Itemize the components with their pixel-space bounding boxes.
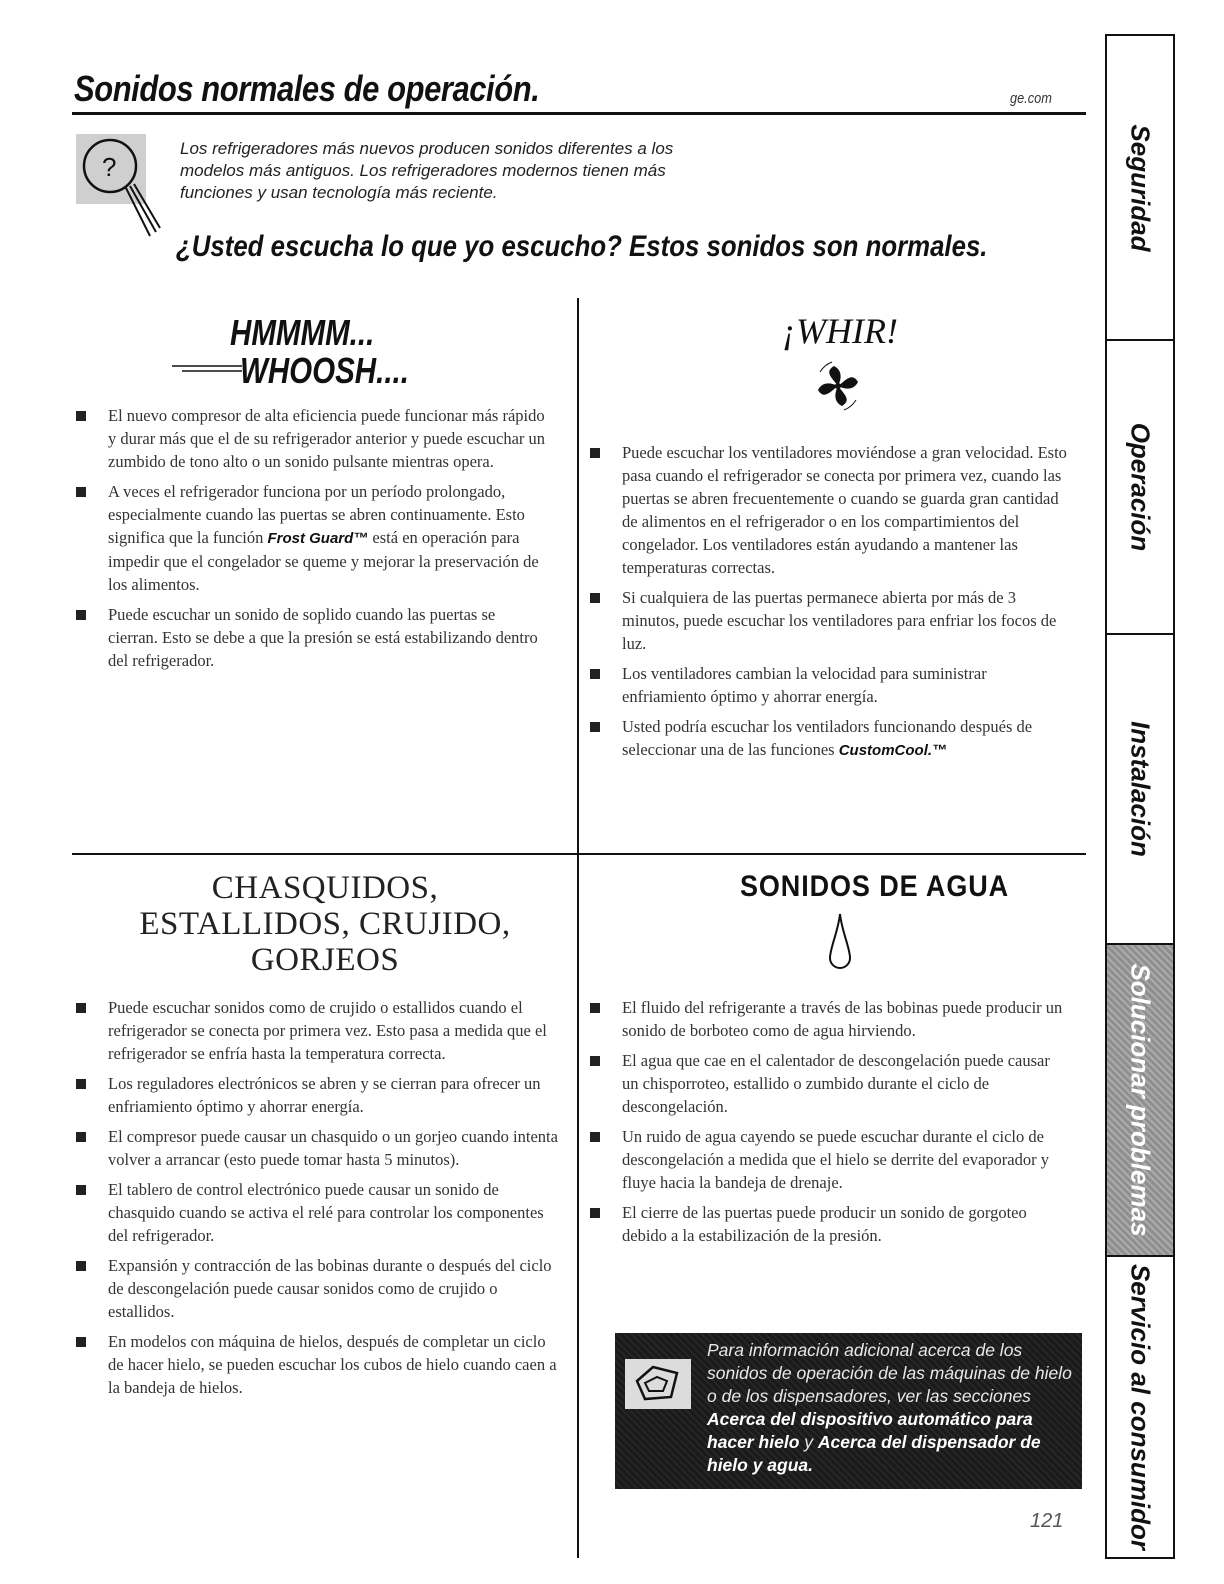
list-item: Los reguladores electrónicos se abren y se cierran para ofrecer un enfriamiento óptimo y ahorrar energía. [76, 1072, 558, 1118]
bullet-icon [590, 1132, 600, 1142]
bullet-icon [590, 669, 600, 679]
speed-lines-icon [172, 362, 242, 376]
info-note-box [615, 1333, 1082, 1489]
ice-bucket-icon [623, 1355, 695, 1413]
note-text: Para información adicional acerca de los sonidos de operación de las máquinas de hielo o de los dispensadores, ver las secciones Acerca del dispositivo automático para hacer hielo y Acerca del dispensador de hielo y agua. [707, 1340, 1072, 1475]
chasquidos-list [76, 996, 558, 1406]
page-number: 121 [1030, 1510, 1064, 1532]
section-tabs [1105, 34, 1175, 1559]
agua-list [590, 996, 1070, 1254]
list-item: Puede escuchar los ventiladores moviéndose a gran velocidad. Esto pasa cuando el refrigerador se conecta por primera vez, cuando las puertas se abren frecuentemente o cuando se guarda gran cantidad de alimentos en el refrigerador o en los compartimientos del congelador. Los ventiladores están ayudando a mantener las temperaturas correctas. [590, 441, 1070, 579]
list-item: Usted podría escuchar los ventiladors funcionando después de seleccionar una de las funciones CustomCool.™ [590, 715, 1070, 762]
list-item: El fluido del refrigerante a través de las bobinas puede producir un sonido de borboteo como de agua hirviendo. [590, 996, 1070, 1042]
list-item: Puede escuchar un sonido de soplido cuando las puertas se cierran. Esto se debe a que la presión se está estabilizando dentro del refrigerador. [76, 603, 546, 672]
tab-servicio-al-consumidor[interactable]: Servicio al consumidor [1125, 1263, 1156, 1551]
whoosh-heading: WHOOSH.... [240, 350, 409, 391]
list-item: En modelos con máquina de hielos, después de completar un ciclo de hacer hielo, se pueden escuchar los cubos de hielo cuando caen a la bandeja de hielos. [76, 1330, 558, 1399]
bullet-icon [76, 610, 86, 620]
page-title: Sonidos normales de operación. [74, 68, 540, 109]
list-item: El compresor puede causar un chasquido o un gorjeo cuando intenta volver a arrancar (esto puede tomar hasta 5 minutos). [76, 1125, 558, 1171]
fan-icon [806, 356, 870, 416]
frost-guard-brand: Frost Guard™ [267, 530, 369, 547]
list-item: A veces el refrigerador funciona por un período prolongado, especialmente cuando las puertas se abren continuamente. Esto significa que la función Frost Guard™ está en operación para impedir que el congelador se queme y mejorar la preservación de los alimentos. [76, 480, 546, 596]
list-item: Puede escuchar sonidos como de crujido o estallidos cuando el refrigerador se conecta por primera vez. Esto pasa a medida que el refrigerador se enfría hasta la temperatura correcta. [76, 996, 558, 1065]
section-subtitle: ¿Usted escucha lo que yo escucho? Estos sonidos son normales. [176, 230, 988, 263]
tab-operacion[interactable]: Operación [1107, 341, 1173, 635]
hmm-heading: HMMMM... [230, 312, 375, 353]
bullet-icon [76, 1261, 86, 1271]
bullet-icon [76, 1132, 86, 1142]
bullet-icon [76, 1337, 86, 1347]
tab-seguridad[interactable]: Seguridad [1107, 36, 1173, 341]
row-divider [72, 853, 1086, 855]
intro-text: Los refrigeradores más nuevos producen sonidos diferentes a los modelos más antiguos. Los refrigeradores modernos tienen más funciones y usan tecnología más reciente. [180, 139, 674, 202]
agua-heading: SONIDOS DE AGUA [740, 870, 1010, 903]
list-item: Si cualquiera de las puertas permanece abierta por más de 3 minutos, puede escuchar los ventiladores para enfriar los focos de luz. [590, 586, 1070, 655]
bullet-icon [76, 411, 86, 421]
whir-list [590, 441, 1070, 769]
bullet-icon [76, 1079, 86, 1089]
bullet-icon [590, 1056, 600, 1066]
bullet-icon [590, 1003, 600, 1013]
bullet-icon [590, 1208, 600, 1218]
list-item: El tablero de control electrónico puede causar un sonido de chasquido cuando se activa el relé para controlar los componentes del refrigerador. [76, 1178, 558, 1247]
header-rule [72, 112, 1086, 115]
water-drop-icon [828, 912, 852, 972]
bullet-icon [76, 1003, 86, 1013]
customcool-brand: CustomCool.™ [838, 742, 948, 759]
svg-text:?: ? [102, 152, 117, 182]
list-item: Los ventiladores cambian la velocidad para suministrar enfriamiento óptimo y ahorrar energía. [590, 662, 1070, 708]
list-item: El cierre de las puertas puede producir un sonido de gorgoteo debido a la estabilización de la presión. [590, 1201, 1070, 1247]
list-item: Un ruido de agua cayendo se puede escuchar durante el ciclo de descongelación a medida que el hielo se derrite del evaporador y fluye hacia la bandeja de drenaje. [590, 1125, 1070, 1194]
note-link-icemaker[interactable]: Acerca del dispositivo automático para hacer hielo [707, 1409, 1033, 1452]
bullet-icon [590, 722, 600, 732]
bullet-icon [76, 1185, 86, 1195]
bullet-icon [590, 593, 600, 603]
note-link-dispenser[interactable]: Acerca del dispensador de hielo y agua. [707, 1432, 1041, 1475]
whir-heading: ¡WHIR! [782, 311, 898, 351]
tab-instalacion[interactable]: Instalación [1107, 635, 1173, 945]
tab-solucionar-problemas[interactable]: Solucionar problemas [1107, 945, 1173, 1257]
list-item: Expansión y contracción de las bobinas durante o después del ciclo de descongelación puede causar sonidos como de crujido o estallidos. [76, 1254, 558, 1323]
question-magnifier-icon [74, 132, 174, 252]
site-url[interactable]: ge.com [1010, 90, 1052, 107]
bullet-icon [76, 487, 86, 497]
list-item: El nuevo compresor de alta eficiencia puede funcionar más rápido y durar más que el de su refrigerador anterior y puede escuchar un zumbido de tono alto o un sonido pulsante mientras opera. [76, 404, 546, 473]
list-item: El agua que cae en el calentador de descongelación puede causar un chisporroteo, estallido o zumbido durante el ciclo de descongelación. [590, 1049, 1070, 1118]
hmm-list [76, 404, 546, 679]
chasquidos-heading: CHASQUIDOS, ESTALLIDOS, CRUJIDO, GORJEOS [139, 870, 511, 978]
bullet-icon [590, 448, 600, 458]
